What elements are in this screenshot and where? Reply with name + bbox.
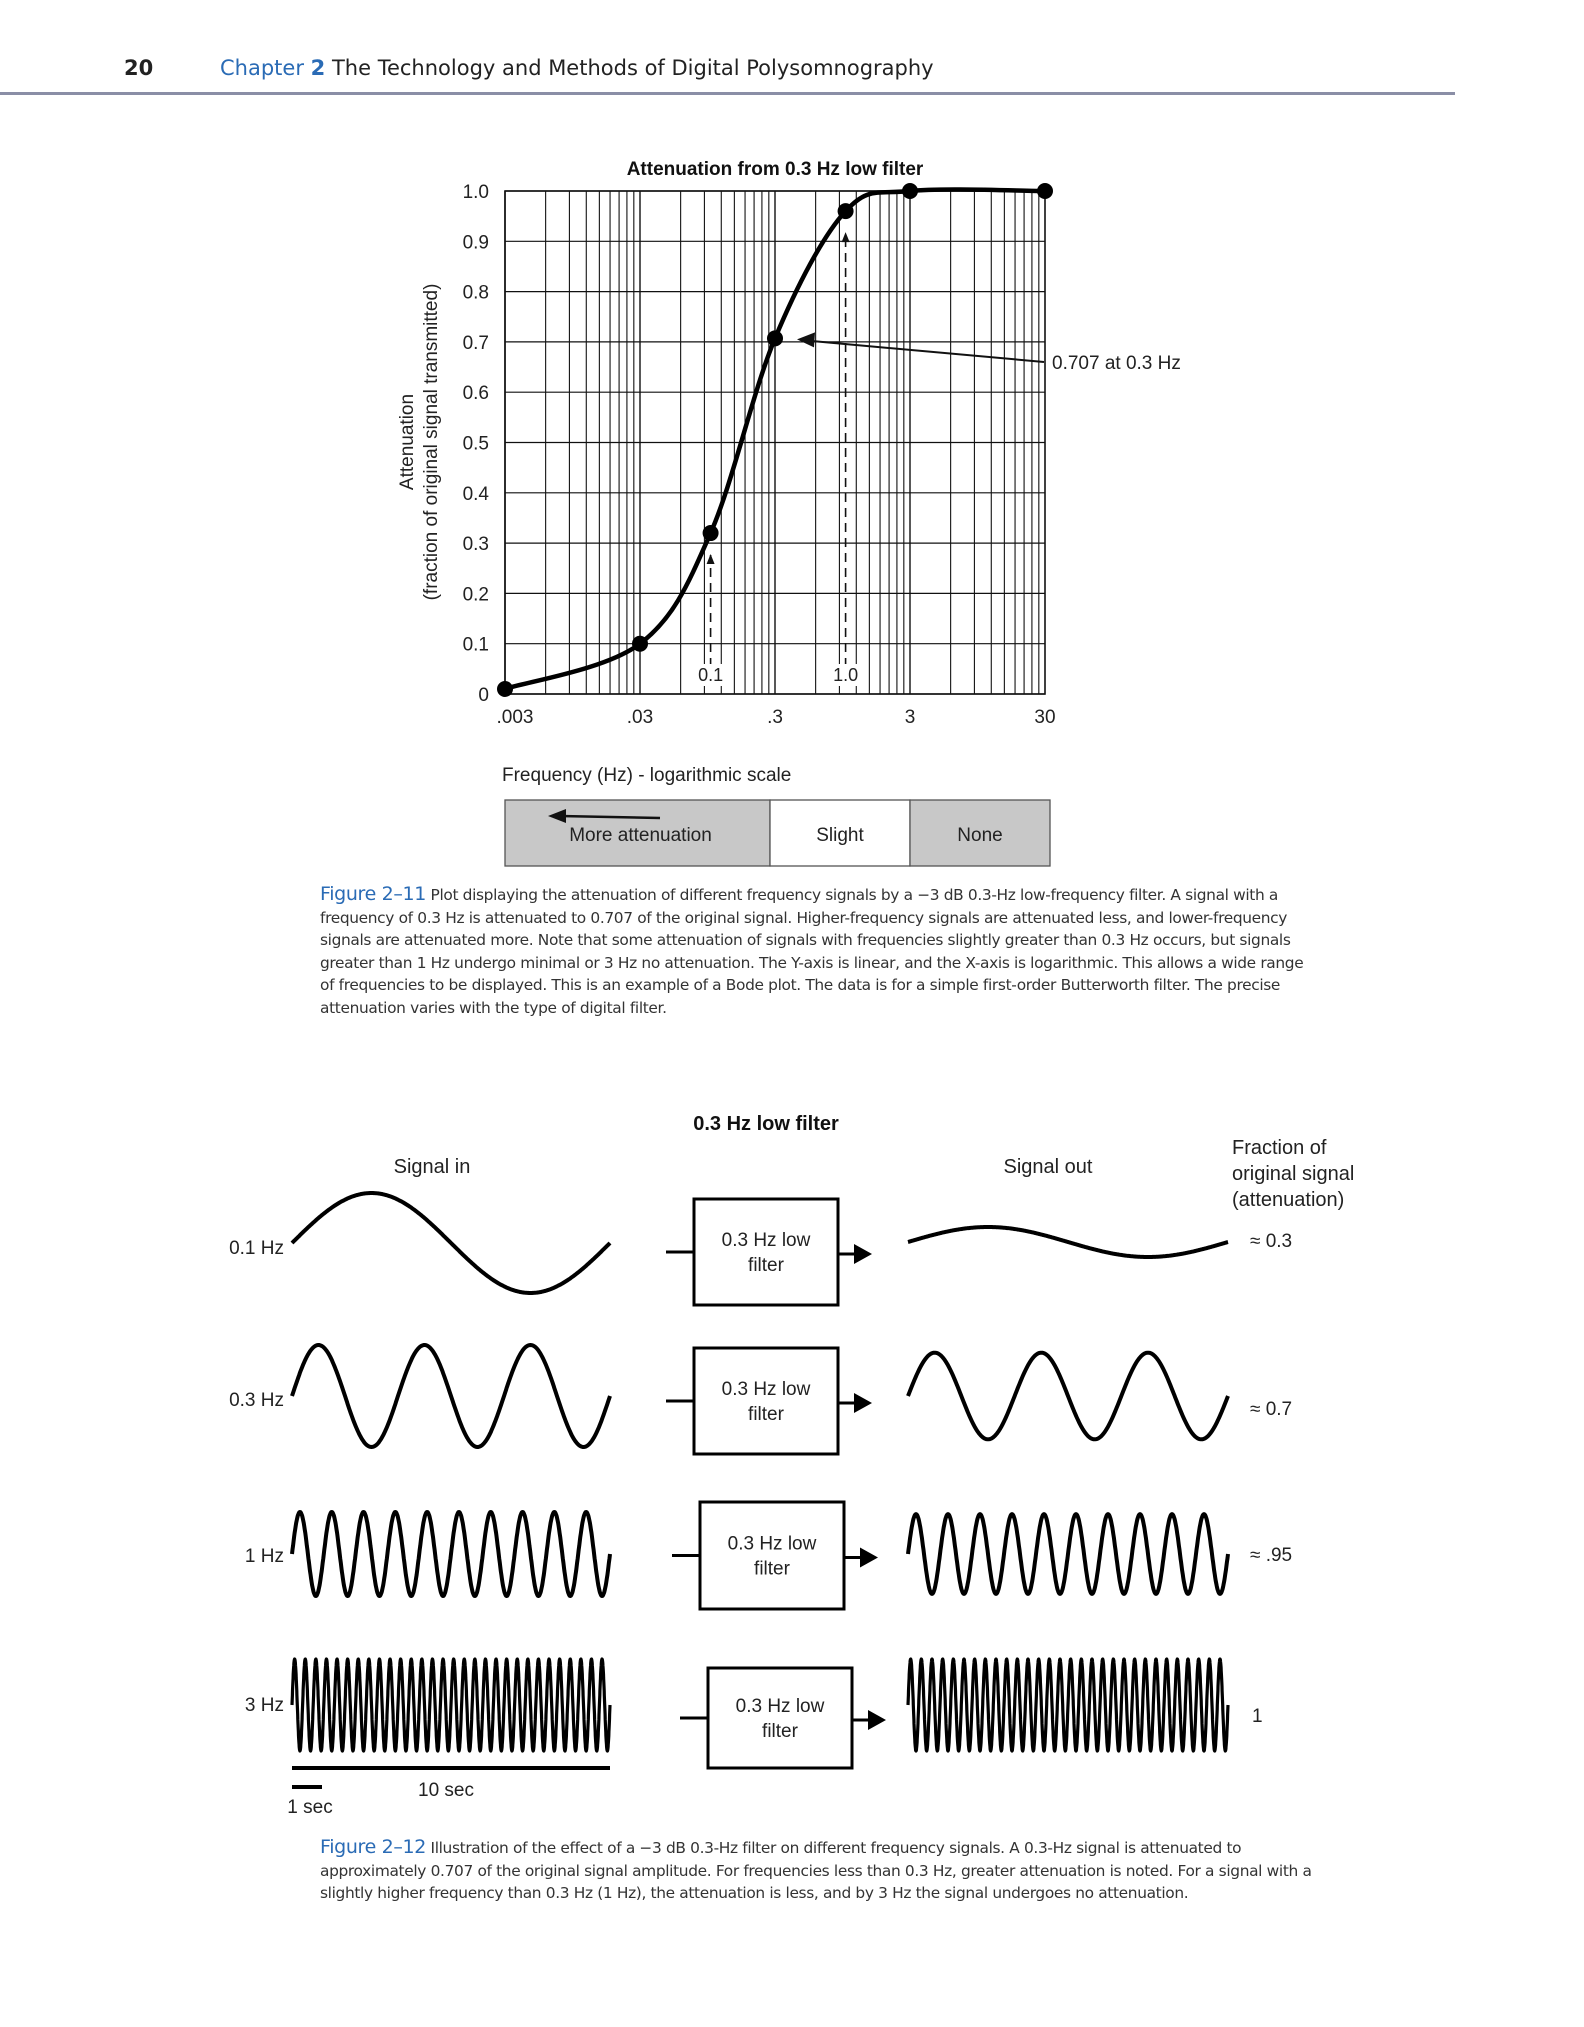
input-waveform bbox=[292, 1512, 610, 1596]
frequency-label: 0.1 Hz bbox=[229, 1238, 284, 1259]
y-tick-label: 1.0 bbox=[462, 182, 489, 203]
x-tick-label: .003 bbox=[496, 707, 534, 728]
output-waveform bbox=[908, 1659, 1228, 1751]
frequency-label: 1 Hz bbox=[244, 1546, 284, 1567]
filter-box-label: 0.3 Hz low bbox=[735, 1696, 825, 1717]
figure-2-12-text: Illustration of the effect of a −3 dB 0.3-Hz filter on different frequency signals. A 0.3-Hz signal is attenuated to approximately 0.707 of the original signal amplitude. For frequencies less than 0.3 Hz, greater attenuation is noted. For a signal with a slightly higher frequency than 0.3 Hz (1 Hz), the attenuation is less, and by 3 Hz the signal undergoes no attenuation. bbox=[320, 1839, 1312, 1902]
attenuation-result: 1 bbox=[1252, 1706, 1263, 1727]
x-tick-label: .03 bbox=[626, 707, 654, 728]
filter-box bbox=[694, 1348, 838, 1454]
y-axis-label: Attenuation bbox=[397, 393, 418, 491]
signal-out-label: Signal out bbox=[1003, 1156, 1093, 1178]
figure-2-12-caption bbox=[320, 1836, 1320, 1905]
y-tick-label: 0.6 bbox=[462, 383, 489, 405]
y-tick-label: 0 bbox=[478, 685, 489, 706]
chart-title: Attenuation from 0.3 Hz low filter bbox=[626, 159, 924, 180]
chapter-label: Chapter bbox=[220, 56, 304, 80]
frequency-label: 0.3 Hz bbox=[229, 1390, 284, 1411]
filter-box-label: 0.3 Hz low bbox=[721, 1230, 811, 1251]
filter-output-arrowhead bbox=[868, 1710, 886, 1730]
y-tick-label: 0.2 bbox=[462, 584, 489, 606]
frequency-label: 3 Hz bbox=[244, 1695, 284, 1716]
illustration-title: 0.3 Hz low filter bbox=[693, 1113, 839, 1135]
attenuation-result: ≈ .95 bbox=[1250, 1545, 1293, 1566]
y-tick-label: 0.9 bbox=[462, 232, 489, 254]
figure-2-11-label: Figure 2–11 bbox=[320, 883, 426, 905]
band-label: None bbox=[957, 825, 1003, 846]
figure-2-12-label: Figure 2–12 bbox=[320, 1836, 426, 1858]
band-label: More attenuation bbox=[569, 825, 712, 846]
filter-output-arrowhead bbox=[860, 1548, 878, 1568]
x-tick-label: 30 bbox=[1034, 707, 1056, 728]
y-tick-label: 0.7 bbox=[462, 332, 489, 354]
input-waveform bbox=[292, 1345, 610, 1447]
filter-box-label-line2: filter bbox=[754, 1558, 790, 1580]
annotation-label: 0.707 at 0.3 Hz bbox=[1052, 353, 1181, 374]
marker-label: 1.0 bbox=[833, 665, 859, 685]
y-axis-label-detail: (fraction of original signal transmitted) bbox=[421, 283, 442, 601]
filter-box-label-line2: filter bbox=[748, 1255, 784, 1276]
filter-box-label-line2: filter bbox=[748, 1404, 784, 1425]
y-tick-label: 0.4 bbox=[462, 483, 489, 505]
signal-in-label: Signal in bbox=[393, 1156, 471, 1178]
output-waveform bbox=[908, 1514, 1228, 1594]
attenuation-result: ≈ 0.3 bbox=[1250, 1231, 1293, 1252]
filter-box-label-line2: filter bbox=[762, 1721, 798, 1742]
scale-label-short: 1 sec bbox=[287, 1797, 333, 1818]
x-tick-label: .3 bbox=[767, 707, 783, 728]
x-tick-label: 3 bbox=[904, 707, 916, 728]
filter-box bbox=[708, 1668, 852, 1768]
marker-label: 0.1 bbox=[698, 665, 724, 685]
attenuation-result: ≈ 0.7 bbox=[1250, 1399, 1293, 1420]
filter-box bbox=[700, 1502, 844, 1609]
y-tick-label: 0.1 bbox=[462, 634, 489, 656]
y-tick-label: 0.3 bbox=[462, 534, 489, 556]
filter-box-label: 0.3 Hz low bbox=[721, 1379, 811, 1400]
filter-box bbox=[694, 1199, 838, 1305]
fraction-label-line: Fraction of bbox=[1232, 1137, 1327, 1159]
band-label: Slight bbox=[816, 825, 864, 846]
fraction-label-line: original signal bbox=[1232, 1163, 1355, 1185]
y-tick-label: 0.8 bbox=[462, 282, 489, 304]
fraction-label-line: (attenuation) bbox=[1232, 1189, 1345, 1211]
filter-output-arrowhead bbox=[854, 1244, 872, 1264]
input-waveform bbox=[292, 1193, 610, 1293]
y-tick-label: 0.5 bbox=[462, 433, 489, 455]
filter-output-arrowhead bbox=[854, 1393, 872, 1413]
scale-label-long: 10 sec bbox=[418, 1780, 474, 1801]
x-axis-label: Frequency (Hz) - logarithmic scale bbox=[502, 765, 792, 786]
chapter-title: The Technology and Methods of Digital Polysomnography bbox=[331, 56, 934, 80]
input-waveform bbox=[292, 1659, 610, 1751]
page-number: 20 bbox=[124, 56, 154, 80]
output-waveform bbox=[908, 1227, 1228, 1257]
filter-box-label: 0.3 Hz low bbox=[727, 1533, 817, 1555]
figure-2-11-text: Plot displaying the attenuation of different frequency signals by a −3 dB 0.3-Hz low-frequency filter. A signal with a frequency of 0.3 Hz is attenuated to 0.707 of the original signal. Higher-frequency signals are attenuated less, and lower-frequency signals are attenuated more. Note that some attenuation of signals with frequencies slightly greater than 0.3 Hz occurs, but signals greater than 1 Hz undergo minimal or 3 Hz no attenuation. The Y-axis is linear, and the X-axis is logarithmic. This allows a wide range of frequencies to be displayed. This is an example of a Bode plot. The data is for a simple first-order Butterworth filter. The precise attenuation varies with the type of digital filter. bbox=[320, 886, 1304, 1017]
output-waveform bbox=[908, 1353, 1228, 1440]
chapter-number: 2 bbox=[310, 56, 326, 80]
